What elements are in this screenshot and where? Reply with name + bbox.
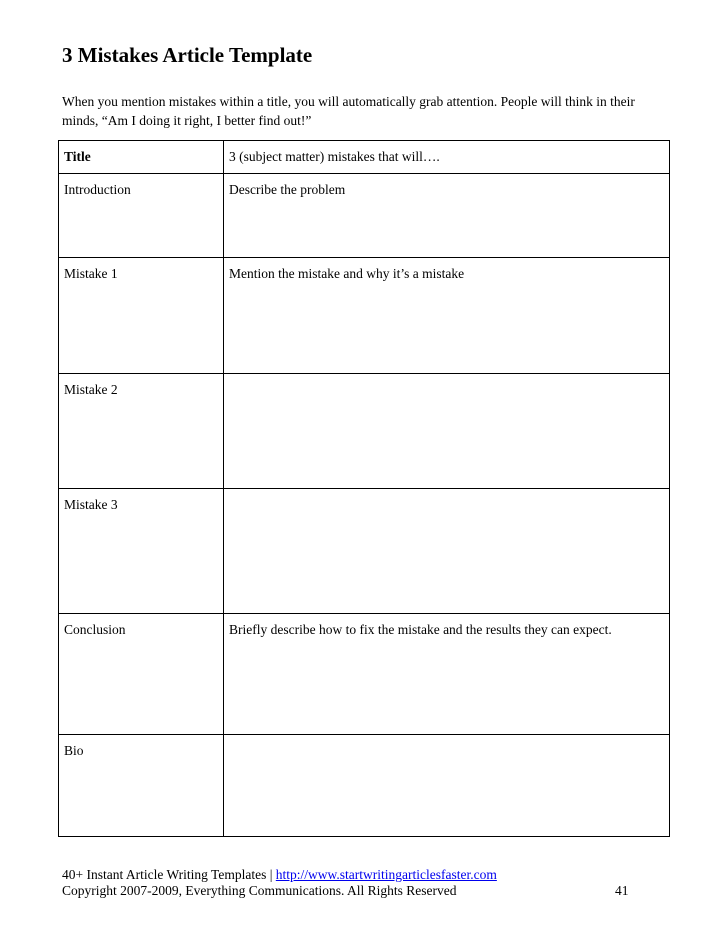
footer-website-link[interactable]: http://www.startwritingarticlesfaster.com bbox=[275, 867, 497, 882]
table-row bbox=[59, 735, 670, 837]
page-number: 41 bbox=[615, 883, 629, 898]
footer-copyright: Copyright 2007-2009, Everything Communications. All Rights Reserved bbox=[62, 883, 457, 898]
row-label-introduction: Introduction bbox=[59, 174, 224, 258]
row-label-mistake-1: Mistake 1 bbox=[59, 258, 224, 374]
row-content-introduction[interactable]: Describe the problem bbox=[224, 174, 670, 258]
row-label-mistake-3: Mistake 3 bbox=[59, 489, 224, 614]
row-content-mistake-3[interactable] bbox=[224, 489, 670, 614]
row-content-title[interactable]: 3 (subject matter) mistakes that will…. bbox=[224, 141, 670, 174]
intro-paragraph: When you mention mistakes within a title, you will automatically grab attention. People will think in their minds, “Am I doing it right, I better find out!” bbox=[62, 94, 635, 128]
row-content-mistake-1[interactable]: Mention the mistake and why it’s a mistake bbox=[224, 258, 670, 374]
table-row bbox=[59, 258, 670, 374]
row-label-title: Title bbox=[59, 141, 224, 174]
table-row bbox=[59, 141, 670, 174]
footer-line-2 bbox=[62, 883, 662, 899]
row-label-conclusion: Conclusion bbox=[59, 614, 224, 735]
template-table bbox=[58, 140, 670, 837]
row-content-bio[interactable] bbox=[224, 735, 670, 837]
row-label-mistake-2: Mistake 2 bbox=[59, 374, 224, 489]
table-row bbox=[59, 489, 670, 614]
row-content-mistake-2[interactable] bbox=[224, 374, 670, 489]
page-footer bbox=[62, 867, 662, 899]
table-row bbox=[59, 374, 670, 489]
table-row bbox=[59, 174, 670, 258]
row-label-bio: Bio bbox=[59, 735, 224, 837]
footer-title: 40+ Instant Article Writing Templates | bbox=[62, 867, 273, 882]
footer-line-1 bbox=[62, 867, 662, 883]
table-row bbox=[59, 614, 670, 735]
row-content-conclusion[interactable]: Briefly describe how to fix the mistake and the results they can expect. bbox=[224, 614, 670, 735]
page-title: 3 Mistakes Article Template bbox=[62, 43, 313, 67]
